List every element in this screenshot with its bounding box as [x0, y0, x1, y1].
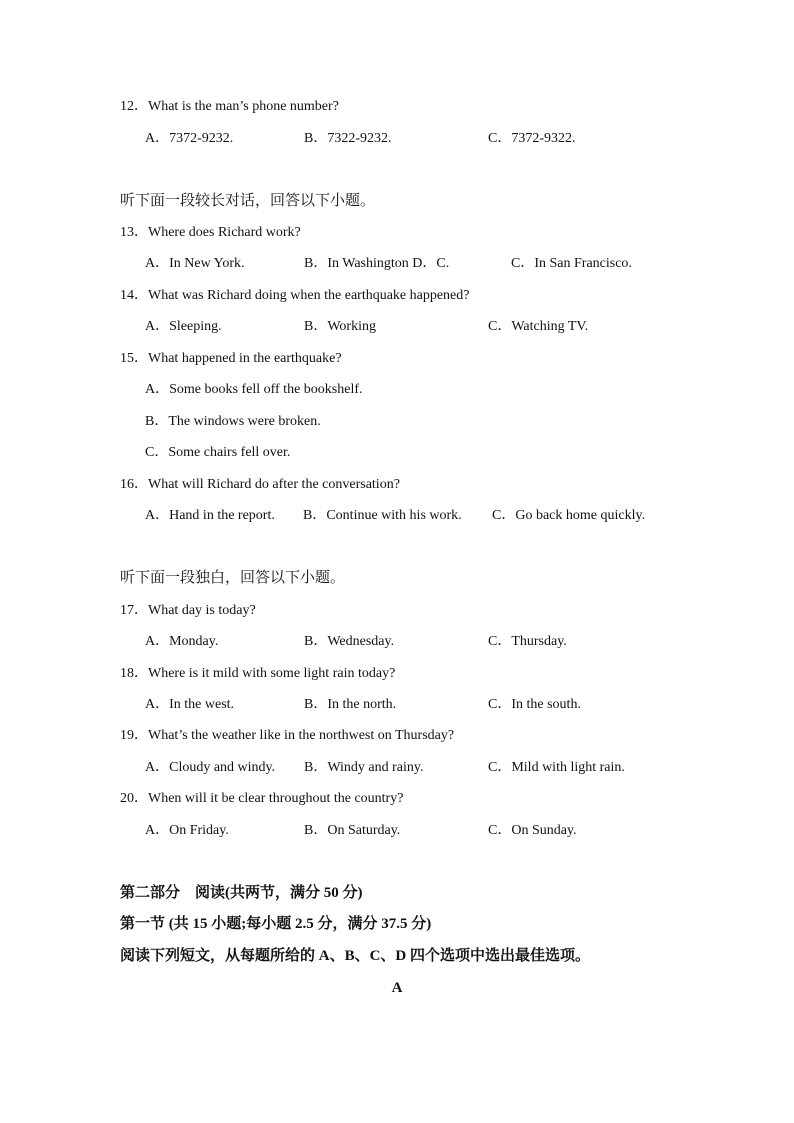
question-15-stem: 15．What happened in the earthquake?	[120, 351, 342, 366]
question-15-option-a: A．Some books fell off the bookshelf.	[145, 382, 363, 397]
long-dialogue-instruction: 听下面一段较长对话，回答以下小题。	[120, 193, 376, 209]
question-12-stem: 12．What is the man’s phone number?	[120, 99, 339, 114]
question-13-stem: 13．Where does Richard work?	[120, 225, 301, 240]
question-17-option-b: B．Wednesday.	[304, 634, 395, 649]
question-19-option-a: A．Cloudy and windy.	[145, 760, 276, 775]
question-18-option-b: B．In the north.	[304, 697, 397, 712]
question-14-option-b: B．Working	[304, 319, 376, 334]
monologue-instruction: 听下面一段独白，回答以下小题。	[120, 570, 346, 586]
question-17-stem: 17．What day is today?	[120, 603, 256, 618]
question-18-stem: 18．Where is it mild with some light rain today?	[120, 666, 396, 681]
part-two-title: 第二部分 阅读(共两节，满分 50 分)	[120, 885, 363, 901]
question-19-option-c: C．Mild with light rain.	[488, 760, 625, 775]
question-15-option-c: C．Some chairs fell over.	[145, 445, 291, 460]
question-18-option-c: C．In the south.	[488, 697, 581, 712]
question-13-option-a: A．In New York.	[145, 256, 245, 271]
passage-label: A	[391, 980, 403, 996]
question-19-stem: 19．What’s the weather like in the northwest on Thursday?	[120, 728, 455, 743]
question-17-option-a: A．Monday.	[145, 634, 219, 649]
question-20-option-a: A．On Friday.	[145, 823, 229, 838]
question-15-option-b: B．The windows were broken.	[145, 414, 321, 429]
question-20-stem: 20．When will it be clear throughout the country?	[120, 791, 404, 806]
question-12-option-b: B．7322-9232.	[304, 131, 392, 146]
section-one-title: 第一节 (共 15 小题;每小题 2.5 分，满分 37.5 分)	[120, 916, 432, 932]
question-16-option-c: C．Go back home quickly.	[492, 508, 646, 523]
question-17-option-c: C．Thursday.	[488, 634, 567, 649]
question-20-option-c: C．On Sunday.	[488, 823, 577, 838]
question-20-option-b: B．On Saturday.	[304, 823, 401, 838]
question-16-stem: 16．What will Richard do after the conversation?	[120, 477, 400, 492]
question-18-option-a: A．In the west.	[145, 697, 235, 712]
question-14-option-a: A．Sleeping.	[145, 319, 222, 334]
question-13-option-c: C．In San Francisco.	[511, 256, 632, 271]
question-16-option-b: B．Continue with his work.	[303, 508, 462, 523]
question-14-stem: 14．What was Richard doing when the earthquake happened?	[120, 288, 470, 303]
question-12-option-a: A．7372-9232.	[145, 131, 234, 146]
reading-directions: 阅读下列短文，从每题所给的 A、B、C、D 四个选项中选出最佳选项。	[120, 948, 591, 964]
question-14-option-c: C．Watching TV.	[488, 319, 589, 334]
question-19-option-b: B．Windy and rainy.	[304, 760, 424, 775]
question-16-option-a: A．Hand in the report.	[145, 508, 275, 523]
question-12-option-c: C．7372-9322.	[488, 131, 576, 146]
question-13-option-b: B．In Washington D．C.	[304, 256, 450, 271]
